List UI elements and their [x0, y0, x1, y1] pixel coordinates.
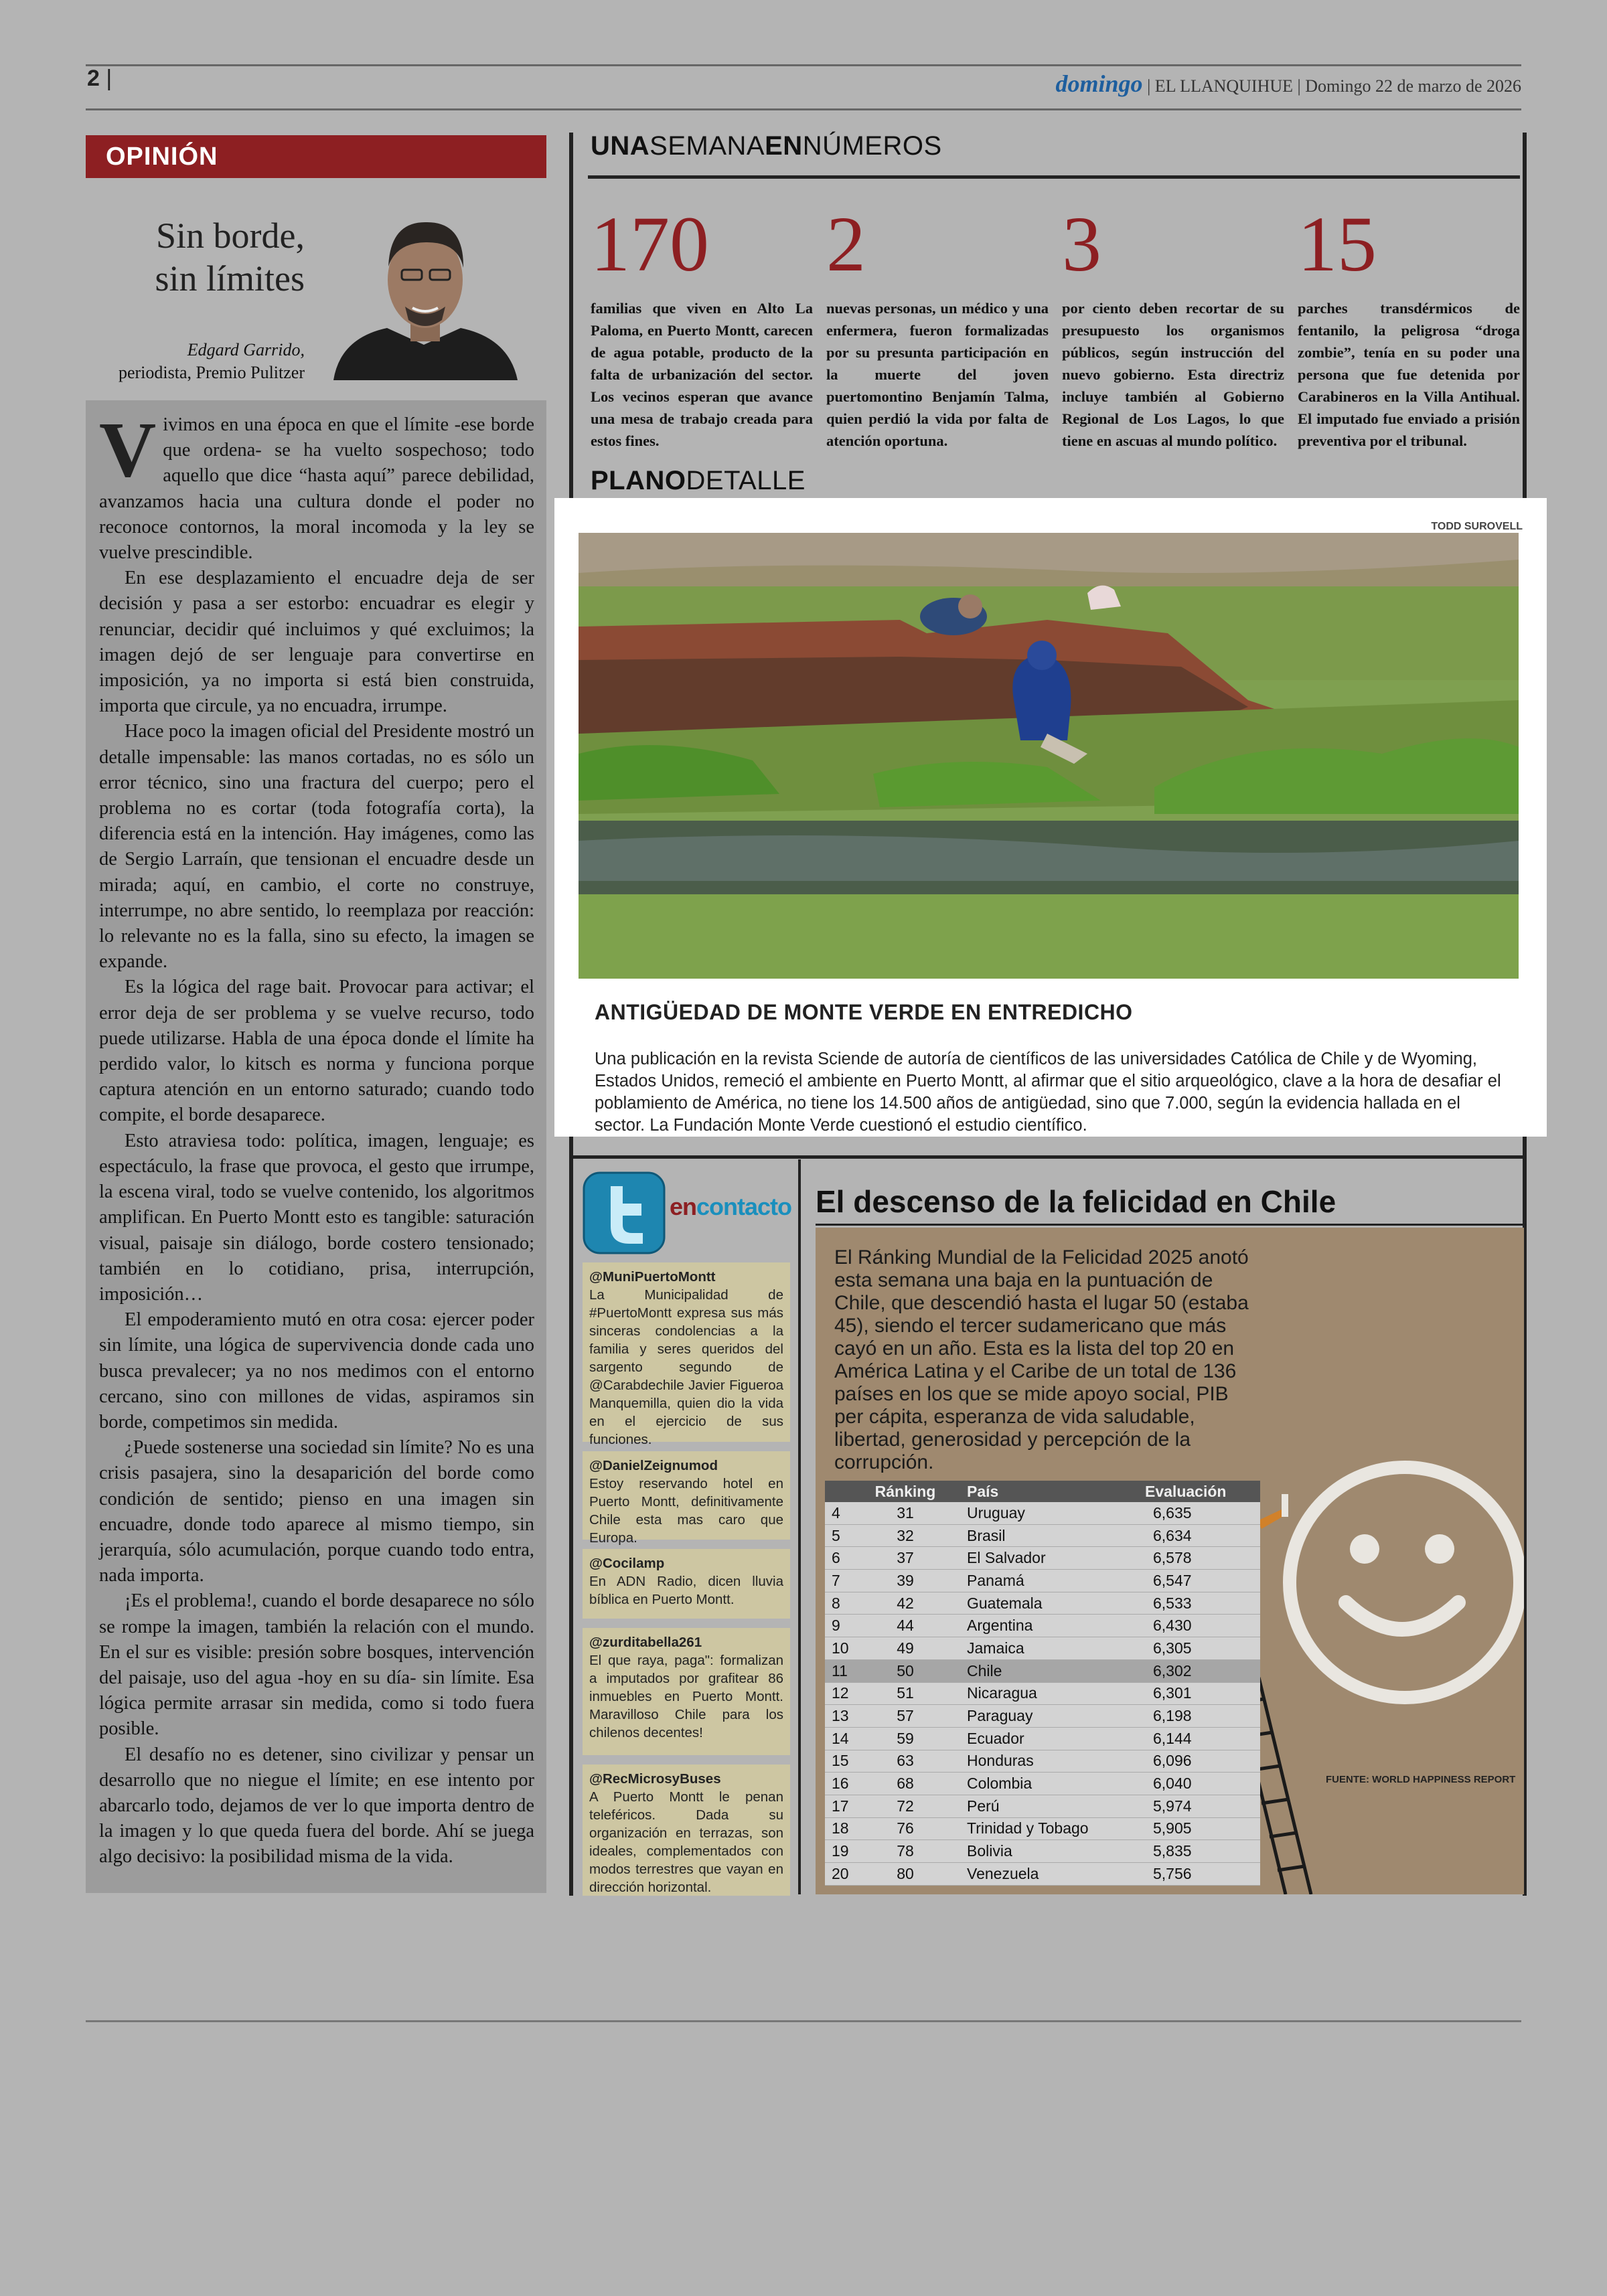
table-row: [825, 1795, 1260, 1817]
cell-country: Trinidad y Tobago: [956, 1817, 1138, 1840]
tweet-text: Estoy reservando hotel en Puerto Montt, definitivamente Chile esta mas caro que Europa.: [589, 1476, 783, 1546]
cell-country: El Salvador: [956, 1547, 1138, 1570]
cell-country: Nicaragua: [956, 1682, 1138, 1705]
head-una: UNA: [591, 131, 650, 161]
number-item: [1298, 201, 1520, 452]
header-bottom-rule: [86, 108, 1521, 110]
cell-score: 6,578: [1138, 1547, 1260, 1570]
tweet-text: La Municipalidad de #PuertoMontt expresa sus más sinceras condolencias a la familia y seres queridos del sargento segundo de @Carabdechile Javier Figueroa Manquemilla, quien dio la vida en el ejercicio de sus funciones.: [589, 1287, 783, 1447]
contact-column: [579, 1162, 794, 1896]
tweet-text: En ADN Radio, dicen lluvia bíblica en Puerto Montt.: [589, 1574, 783, 1607]
tweet-handle: @DanielZeignumod: [589, 1458, 718, 1473]
cell-position: 6: [825, 1547, 854, 1570]
source-note: FUENTE: WORLD HAPPINESS REPORT: [1326, 1774, 1516, 1785]
head-numeros: NÚMEROS: [802, 131, 942, 161]
cell-position: 17: [825, 1795, 854, 1817]
section-head-plano-detalle: [591, 466, 806, 496]
table-header-score: Evaluación: [1138, 1481, 1260, 1502]
cell-position: 4: [825, 1502, 854, 1524]
cell-position: 8: [825, 1592, 854, 1615]
cell-country: Bolivia: [956, 1840, 1138, 1863]
tweet-handle: @zurditabella261: [589, 1635, 702, 1650]
happiness-ranking-table: [825, 1481, 1260, 1886]
table-body: [825, 1502, 1260, 1885]
cell-ranking: 80: [854, 1863, 956, 1886]
number-item: [826, 201, 1049, 452]
happiness-intro: El Ránking Mundial de la Felicidad 2025 anotó esta semana una baja en la puntuación de Chile, que descendió hasta el lugar 50 (estaba 45), siendo el tercer sudamericano que más cayó en un año. Esta es la lista del top 20 en América Latina y el Caribe de un total de 136 países en los que se mide apoyo social, PIB per cápita, esperanza de vida saludable, libertad, generosidad y percepción de la corrupción.: [834, 1246, 1249, 1473]
cell-ranking: 37: [854, 1547, 956, 1570]
page-number-value: 2: [87, 66, 100, 91]
cell-score: 5,905: [1138, 1817, 1260, 1840]
page-bottom-rule: [86, 2020, 1521, 2022]
article-paragraph: Es la lógica del rage bait. Provocar para activar; el error deja de ser problema y se vuelve recurso, todo puede utilizarse. Habla de una época donde el límite ha perdido valor, lo kitsch es norma y funciona porque captura atención en un entorno saturado; cuando todo compite, el borde desaparece.: [99, 977, 534, 1126]
cell-country: Venezuela: [956, 1863, 1138, 1886]
cell-position: 14: [825, 1727, 854, 1750]
cell-score: 6,547: [1138, 1570, 1260, 1592]
cell-ranking: 49: [854, 1637, 956, 1660]
cell-country: Chile: [956, 1659, 1138, 1682]
number-value: 2: [826, 200, 866, 288]
cell-score: 6,302: [1138, 1659, 1260, 1682]
cell-ranking: 72: [854, 1795, 956, 1817]
cell-position: 7: [825, 1570, 854, 1592]
brand-logo: domingo: [1055, 70, 1143, 97]
happiness-panel: [816, 1228, 1524, 1894]
table-row: [825, 1863, 1260, 1886]
cell-score: 5,756: [1138, 1863, 1260, 1886]
table-row: [825, 1570, 1260, 1592]
cell-ranking: 50: [854, 1659, 956, 1682]
table-row: [825, 1592, 1260, 1615]
opinion-title: [87, 214, 305, 300]
number-text: parches transdérmicos de fentanilo, la peligrosa “droga zombie”, tenía en su poder una persona que fue detenida por Carabineros en la Villa Antihual. El imputado fue enviado a prisión preventiva por el tribunal.: [1298, 300, 1520, 449]
table-row: [825, 1637, 1260, 1660]
section-head-week-numbers: [591, 131, 942, 161]
head-detalle: DETALLE: [686, 466, 806, 495]
cell-position: 19: [825, 1840, 854, 1863]
cell-country: Brasil: [956, 1524, 1138, 1547]
table-row: [825, 1659, 1260, 1682]
cell-ranking: 51: [854, 1682, 956, 1705]
lower-section-rule: [573, 1155, 1523, 1159]
table-row: [825, 1524, 1260, 1547]
table-header-country: País: [956, 1481, 1138, 1502]
twitter-icon: [583, 1171, 666, 1254]
tweet-handle: @Cocilamp: [589, 1556, 665, 1571]
article-paragraph-text: ivimos en una época en que el límite -ese borde que ordena- se ha vuelto sospechoso; todo aquello que dice “hasta aquí” parece debilidad, avanzamos hacia una cultura donde el poder no reconoce contornos, la moral incomoda y la ley se vuelve prescindible.: [99, 414, 534, 564]
cell-position: 5: [825, 1524, 854, 1547]
column-divider: [798, 1159, 801, 1894]
cell-ranking: 59: [854, 1727, 956, 1750]
article-paragraph: Esto atraviesa todo: política, imagen, lenguaje; es espectáculo, la frase que provoca, el gesto que irrumpe, la escena viral, todo se vuelve contenido, los algoritmos amplifican. En Puerto Montt esto es tangible: saturación visual, paisaje sin diálogo, borde costero tensionado; también en lo cotidiano, prisa, interrupción, imposición…: [99, 1130, 534, 1305]
cell-position: 11: [825, 1659, 854, 1682]
cell-country: Panamá: [956, 1570, 1138, 1592]
table-row: [825, 1547, 1260, 1570]
article-paragraph: En ese desplazamiento el encuadre deja de ser decisión y pasa a ser estorbo: encuadrar es elegir y renunciar, decidir qué incluimos y qué excluimos; la imagen dejó de ser lenguaje para convertirse en imposición, ya no importa si está bien construida, importa que circule, ya no encuadra, irrumpe.: [99, 568, 534, 717]
cell-ranking: 31: [854, 1502, 956, 1524]
page-number: [87, 66, 112, 92]
tweet-text: El que raya, paga": formalizan a imputados por grafitear 86 inmuebles en Puerto Montt. Maravilloso Chile para los chilenos decentes!: [589, 1653, 783, 1740]
masthead-info: | EL LLANQUIHUE | Domingo 22 de marzo de 2026: [1147, 76, 1521, 96]
table-header-position: [825, 1481, 854, 1502]
cell-ranking: 63: [854, 1750, 956, 1773]
cell-ranking: 42: [854, 1592, 956, 1615]
cell-country: Uruguay: [956, 1502, 1138, 1524]
table-row: [825, 1502, 1260, 1524]
number-item: [591, 201, 813, 452]
cell-position: 15: [825, 1750, 854, 1773]
cell-ranking: 78: [854, 1840, 956, 1863]
cell-score: 6,634: [1138, 1524, 1260, 1547]
masthead: [1056, 70, 1521, 98]
article-paragraph: ¡Es el problema!, cuando el borde desaparece no sólo se rompe la imagen, también la relación con el mundo. En el sur es visible: presión sobre bosques, intervención del paisaje, uso del agua -hoy en su día- sin límite. Esa lógica permite arrasar sin medida, como si todo fuera posible.: [99, 1590, 534, 1740]
tweet-handle: @MuniPuertoMontt: [589, 1269, 716, 1285]
cell-score: 6,040: [1138, 1773, 1260, 1795]
article-paragraph: Hace poco la imagen oficial del Presidente mostró un detalle impensable: las manos cortadas, no es sólo un error técnico, sino una fractura del cuerpo; pero el problema no es cortar (toda fotografía corta), la diferencia está en la intención. Hay imágenes, como las de Sergio Larraín, que tensionan el encuadre desde un mirada; aquí, en cambio, el corte no construye, interrumpe, no abre sentido, lo reemplaza por reacción: lo relevante no es la falla, sino su efecto, la imagen se expande.: [99, 721, 534, 973]
table-row: [825, 1773, 1260, 1795]
cell-country: Argentina: [956, 1615, 1138, 1637]
author-role: periodista, Premio Pulitzer: [118, 363, 305, 382]
opinion-article-body: [86, 400, 546, 1893]
cell-ranking: 68: [854, 1773, 956, 1795]
number-value: 170: [591, 200, 709, 288]
cell-country: Paraguay: [956, 1705, 1138, 1728]
cell-ranking: 32: [854, 1524, 956, 1547]
article-paragraph: ¿Puede sostenerse una sociedad sin límite? No es una crisis pasajera, sino la desaparición del borde como condición de sentido; pienso en una imagen sin encuadre, donde todo aparece al mismo tiempo, sin jerarquía, sólo acumulación, porque cuando todo entra, nada importa.: [99, 1437, 534, 1586]
cell-country: Honduras: [956, 1750, 1138, 1773]
cell-position: 20: [825, 1863, 854, 1886]
table-row: [825, 1682, 1260, 1705]
numbers-head-rule: [588, 175, 1520, 179]
cell-position: 18: [825, 1817, 854, 1840]
cell-country: Perú: [956, 1795, 1138, 1817]
cell-ranking: 76: [854, 1817, 956, 1840]
author-byline: [87, 339, 305, 384]
opinion-title-line2: sin límites: [155, 258, 305, 299]
cell-score: 5,835: [1138, 1840, 1260, 1863]
monte-verde-photo: [579, 533, 1519, 979]
cell-ranking: 57: [854, 1705, 956, 1728]
number-value: 3: [1062, 200, 1101, 288]
article-paragraph: El empoderamiento mutó en otra cosa: ejercer poder sin límite, una lógica de supervivencia donde cada uno busca prevalecer; ya no nos medimos con el entorno cercano, sino con millones de vidas, aspiramos sin borde, competimos sin medida.: [99, 1309, 534, 1432]
cell-position: 16: [825, 1773, 854, 1795]
opinion-title-line1: Sin borde,: [156, 216, 305, 256]
number-text: por ciento deben recortar de su presupuesto los organismos públicos, según instrucción del nuevo gobierno. Esta directriz incluye también al Gobierno Regional de Los Lagos, lo que tiene en ascuas al mundo político.: [1062, 300, 1284, 449]
table-row: [825, 1705, 1260, 1728]
happiness-title-rule: [816, 1224, 1524, 1226]
cell-score: 6,635: [1138, 1502, 1260, 1524]
author-name: Edgard Garrido,: [187, 340, 305, 359]
page-number-separator: |: [106, 66, 112, 91]
cell-country: Jamaica: [956, 1637, 1138, 1660]
drop-cap: V: [99, 406, 157, 493]
cell-ranking: 39: [854, 1570, 956, 1592]
cell-position: 9: [825, 1615, 854, 1637]
tweet-text: A Puerto Montt le penan teleféricos. Dada su organización en terrazas, son ideales, complementados con modos terrestres que vayan en dirección horizontal.: [589, 1789, 783, 1895]
tweet-handle: @RecMicrosyBuses: [589, 1771, 721, 1787]
cell-score: 6,144: [1138, 1727, 1260, 1750]
head-plano: PLANO: [591, 466, 686, 495]
contact-brand-en: en: [670, 1193, 697, 1220]
tweet-card: [583, 1549, 790, 1619]
cell-score: 6,305: [1138, 1637, 1260, 1660]
cell-position: 10: [825, 1637, 854, 1660]
cell-country: Guatemala: [956, 1592, 1138, 1615]
head-semana: SEMANA: [649, 131, 765, 161]
cell-score: 6,198: [1138, 1705, 1260, 1728]
cell-country: Ecuador: [956, 1727, 1138, 1750]
cell-score: 6,096: [1138, 1750, 1260, 1773]
table-row: [825, 1750, 1260, 1773]
cell-score: 5,974: [1138, 1795, 1260, 1817]
section-label-opinion: OPINIÓN: [86, 135, 546, 178]
happiness-title: El descenso de la felicidad en Chile: [816, 1184, 1336, 1219]
cell-country: Colombia: [956, 1773, 1138, 1795]
contact-brand: [670, 1193, 791, 1221]
photo-headline: ANTIGÜEDAD DE MONTE VERDE EN ENTREDICHO: [595, 1000, 1133, 1024]
table-header-ranking: Ránking: [854, 1481, 956, 1502]
plano-detalle-panel: [554, 498, 1547, 1137]
article-paragraph: [99, 406, 534, 566]
tweet-card: [583, 1262, 790, 1447]
author-portrait: [327, 201, 521, 380]
cell-score: 6,533: [1138, 1592, 1260, 1615]
cell-position: 13: [825, 1705, 854, 1728]
tweet-card: [583, 1765, 790, 1896]
photo-credit: TODD SUROVELL: [1431, 521, 1523, 532]
table-header-row: [825, 1481, 1260, 1502]
cell-score: 6,301: [1138, 1682, 1260, 1705]
cell-ranking: 44: [854, 1615, 956, 1637]
cell-score: 6,430: [1138, 1615, 1260, 1637]
table-row: [825, 1817, 1260, 1840]
table-row: [825, 1840, 1260, 1863]
contact-brand-contacto: contacto: [696, 1193, 792, 1220]
number-text: familias que viven en Alto La Paloma, en Puerto Montt, carecen de agua potable, producto de la falta de urbanización del sector. Los vecinos esperan que avance una mesa de trabajo creada para estos fines.: [591, 300, 813, 449]
header-top-rule: [86, 64, 1521, 66]
head-en: EN: [765, 131, 803, 161]
number-text: nuevas personas, un médico y una enfermera, fueron formalizadas por su presunta participación en la muerte del joven puertomontino Benjamín Talma, quien perdió la vida por falta de atención oportuna.: [826, 300, 1049, 449]
photo-caption: Una publicación en la revista Sciende de autoría de científicos de las universidades Católica de Chile y de Wyoming, Estados Unidos, remeció el ambiente en Puerto Montt, al afirmar que el sitio arqueológico, clave a la hora de desafiar el poblamiento de América, no tiene los 14.500 años de antigüedad, sino que 7.000, según la evidencia hallada en el sector. La Fundación Monte Verde cuestionó el estudio científico.: [595, 1050, 1501, 1135]
number-value: 15: [1298, 200, 1377, 288]
table-row: [825, 1727, 1260, 1750]
cell-position: 12: [825, 1682, 854, 1705]
article-paragraph: El desafío no es detener, sino civilizar y pensar un desarrollo que no niegue el límite; en ese intento por abarcarlo todo, dejamos de ver lo que importa dentro de la imagen y lo que queda fuera del borde. Ahí se juega algo decisivo: la posibilidad misma de la vida.: [99, 1744, 534, 1868]
tweet-card: [583, 1451, 790, 1546]
tweet-card: [583, 1628, 790, 1755]
table-row: [825, 1615, 1260, 1637]
number-item: [1062, 201, 1284, 452]
